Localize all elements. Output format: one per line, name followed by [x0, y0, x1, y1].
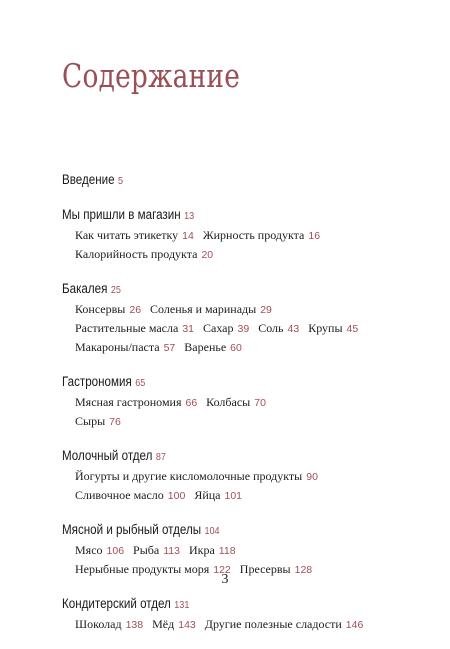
toc-section	[62, 446, 402, 505]
toc-section-heading[interactable]	[62, 205, 354, 226]
entry-page-number: 143	[178, 619, 196, 631]
entry-title: Соленья и маринады	[150, 302, 257, 316]
section-title: Кондитерский отдел	[62, 596, 171, 611]
toc-subsection-line	[62, 541, 402, 560]
entry-page-number: 100	[167, 490, 186, 502]
section-page-number: 25	[110, 284, 121, 296]
entry-title: Соль	[258, 321, 284, 335]
toc-entry[interactable]	[152, 617, 196, 631]
toc-entry[interactable]	[75, 228, 194, 242]
entry-page-number: 118	[218, 545, 236, 557]
toc-section-heading[interactable]	[62, 279, 354, 300]
section-title: Бакалея	[62, 281, 108, 296]
toc-entry[interactable]	[75, 302, 141, 316]
toc-entry[interactable]	[150, 302, 272, 316]
entry-title: Как читать этикетку	[75, 228, 179, 242]
toc-section	[62, 594, 402, 634]
entry-page-number: 16	[308, 230, 321, 242]
entry-title: Мясная гастрономия	[75, 395, 182, 409]
toc-section-heading[interactable]	[62, 520, 354, 541]
toc-subsection-line	[62, 300, 402, 319]
entry-page-number: 66	[185, 397, 198, 409]
toc-subsection-line	[62, 467, 402, 486]
entry-page-number: 113	[163, 545, 180, 557]
section-page-number: 65	[135, 377, 146, 389]
toc-entry[interactable]	[75, 395, 197, 409]
entry-page-number: 90	[306, 471, 318, 483]
entry-page-number: 106	[106, 545, 125, 557]
entry-title: Другие полезные сладости	[204, 617, 342, 631]
entry-page-number: 70	[254, 397, 266, 409]
toc-entry[interactable]	[308, 321, 358, 335]
toc-entry[interactable]	[258, 321, 299, 335]
entry-title: Сахар	[203, 321, 234, 335]
page-number: 3	[221, 572, 229, 587]
entry-page-number: 43	[287, 323, 300, 335]
toc-subsection-line	[62, 412, 402, 431]
entry-title: Калорийность продукта	[75, 247, 198, 261]
toc-entry[interactable]	[203, 228, 320, 242]
entry-title: Консервы	[75, 302, 126, 316]
entry-page-number: 20	[201, 249, 214, 261]
toc-subsection-line	[62, 486, 402, 505]
entry-title: Шоколад	[75, 617, 122, 631]
entry-title: Мясо	[75, 543, 103, 557]
toc-entry[interactable]	[75, 543, 124, 557]
toc-subsection-line	[62, 338, 402, 357]
entry-title: Крупы	[308, 321, 343, 335]
entry-page-number: 31	[182, 323, 194, 335]
section-title: Введение	[62, 172, 115, 187]
toc-section-heading[interactable]	[62, 594, 354, 615]
toc-section-heading[interactable]	[62, 446, 354, 467]
entry-title: Яйца	[194, 488, 221, 502]
toc-entry[interactable]	[203, 321, 249, 335]
toc-entry[interactable]	[75, 414, 121, 428]
toc-entry[interactable]	[75, 617, 143, 631]
section-title: Мы пришли в магазин	[62, 207, 181, 222]
section-title: Мясной и рыбный отделы	[62, 522, 202, 537]
toc-section	[62, 520, 402, 579]
toc-subsection-line	[62, 615, 402, 634]
toc-subsection-line	[62, 226, 402, 245]
entry-title: Пресервы	[239, 562, 291, 576]
toc-entry[interactable]	[205, 617, 364, 631]
entry-page-number: 57	[163, 342, 176, 354]
entry-page-number: 39	[237, 323, 250, 335]
entry-page-number: 128	[294, 564, 313, 576]
section-page-number: 87	[155, 451, 166, 463]
entry-title: Варенье	[184, 340, 227, 354]
toc-section-heading[interactable]	[62, 372, 354, 393]
toc-section	[62, 372, 402, 431]
toc-entry[interactable]	[194, 488, 242, 502]
entry-title: Колбасы	[206, 395, 251, 409]
entry-title: Жирность продукта	[202, 228, 305, 242]
entry-title: Макароны/паста	[75, 340, 160, 354]
section-page-number: 104	[204, 525, 220, 537]
section-page-number: 5	[118, 175, 124, 187]
toc-entry[interactable]	[75, 488, 185, 502]
toc-entry[interactable]	[75, 247, 213, 261]
entry-title: Сыры	[75, 414, 106, 428]
entry-page-number: 138	[125, 619, 144, 631]
entry-page-number: 60	[230, 342, 242, 354]
entry-title: Йогурты и другие кисломолочные продукты	[75, 469, 303, 483]
entry-page-number: 45	[346, 323, 359, 335]
toc-section	[62, 279, 402, 357]
page-title: Содержание	[62, 56, 241, 95]
toc-entry[interactable]	[206, 395, 266, 409]
entry-page-number: 122	[213, 564, 231, 576]
entry-page-number: 101	[224, 490, 243, 502]
entry-title: Сливочное масло	[75, 488, 164, 502]
toc-section	[62, 170, 402, 191]
section-page-number: 13	[184, 210, 195, 222]
entry-title: Нерыбные продукты моря	[75, 562, 210, 576]
entry-page-number: 26	[129, 304, 142, 316]
toc-subsection-line	[62, 245, 402, 264]
toc-entry[interactable]	[133, 543, 180, 557]
toc-subsection-line	[62, 319, 402, 338]
toc-section-heading[interactable]	[62, 170, 354, 191]
entry-title: Рыба	[133, 543, 160, 557]
section-page-number: 131	[174, 599, 190, 611]
toc-entry[interactable]	[75, 340, 175, 354]
toc-subsection-line	[62, 393, 402, 412]
entry-title: Икра	[188, 543, 215, 557]
section-title: Гастрономия	[62, 374, 132, 389]
toc-entry[interactable]	[189, 543, 236, 557]
toc-entry[interactable]	[75, 469, 318, 483]
entry-page-number: 29	[260, 304, 272, 316]
section-title: Молочный отдел	[62, 448, 153, 463]
entry-title: Мёд	[152, 617, 175, 631]
toc-section	[62, 205, 402, 264]
entry-title: Растительные масла	[75, 321, 179, 335]
toc-entry[interactable]	[75, 321, 194, 335]
entry-page-number: 146	[345, 619, 364, 631]
toc-entry[interactable]	[184, 340, 242, 354]
entry-page-number: 14	[182, 230, 194, 242]
entry-page-number: 76	[109, 416, 121, 428]
